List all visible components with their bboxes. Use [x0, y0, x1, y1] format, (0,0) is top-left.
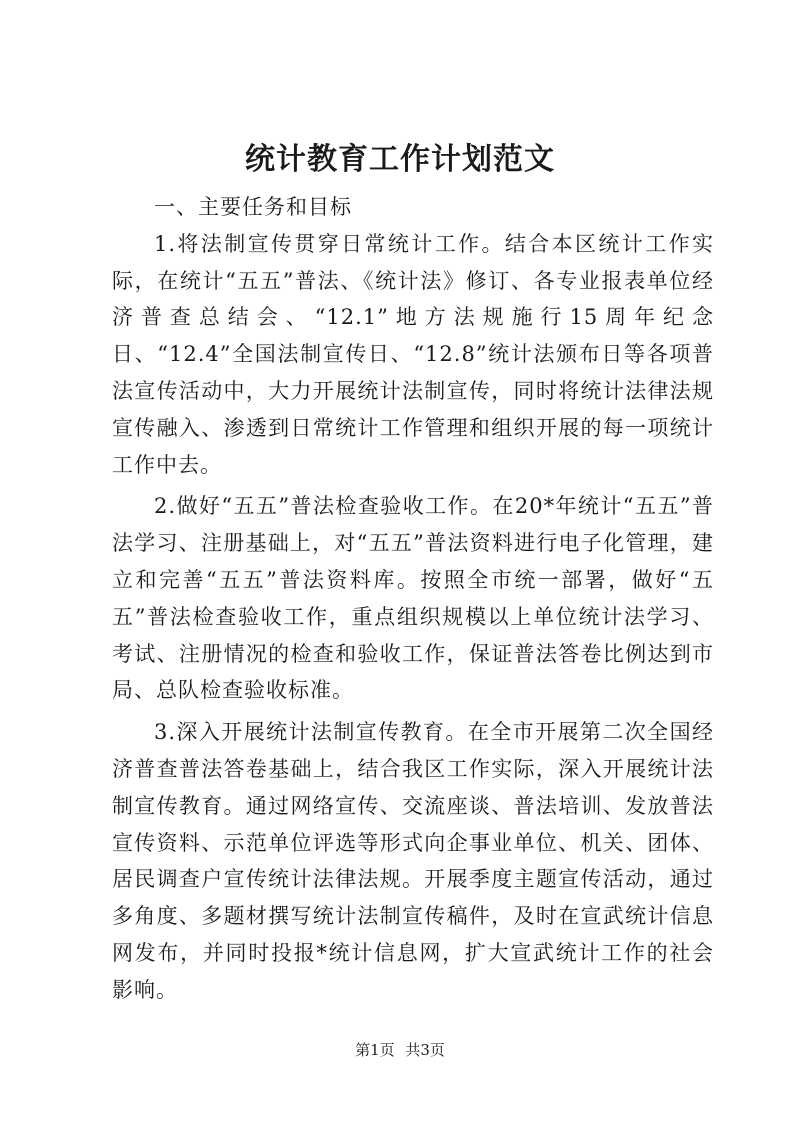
document-body — [112, 189, 714, 1009]
page-total: 共3页 — [405, 1041, 445, 1059]
paragraph-3: 3.深入开展统计法制宣传教育。在全市开展第二次全国经济普查普法答卷基础上，结合我区工作实际，深入开展统计法制宣传教育。通过网络宣传、交流座谈、普法培训、发放普法宣传资料、示范单位评选等形式向企事业单位、机关、团体、居民调查户宣传统计法律法规。开展季度主题宣传活动，通过多角度、多题材撰写统计法制宣传稿件，及时在宣武统计信息网发布，并同时投报*统计信息网，扩大宣武统计工作的社会影响。 — [112, 720, 714, 1002]
paragraph-2: 2.做好“五五”普法检查验收工作。在20*年统计“五五”普法学习、注册基础上，对“五五”普法资料进行电子化管理，建立和完善“五五”普法资料库。按照全市统一部署，做好“五五”普法检查验收工作，重点组织规模以上单位统计法学习、考试、注册情况的检查和验收工作，保证普法答卷比例达到市局、总队检查验收标准。 — [112, 494, 714, 703]
page-footer — [0, 1040, 800, 1060]
section-heading: 一、主要任务和目标 — [154, 195, 352, 219]
document-title: 统计教育工作计划范文 — [245, 142, 555, 177]
paragraph-1: 1.将法制宣传贯穿日常统计工作。结合本区统计工作实际，在统计“五五”普法、《统计法》修订、各专业报表单位经济普查总结会、“12.1”地方法规施行15周年纪念日、“12.4”全国法制宣传日、“12.8”统计法颁布日等各项普法宣传活动中，大力开展统计法制宣传，同时将统计法律法规宣传融入、渗透到日常统计工作管理和组织开展的每一项统计工作中去。 — [112, 231, 714, 477]
page-number: 第1页 — [355, 1041, 395, 1059]
